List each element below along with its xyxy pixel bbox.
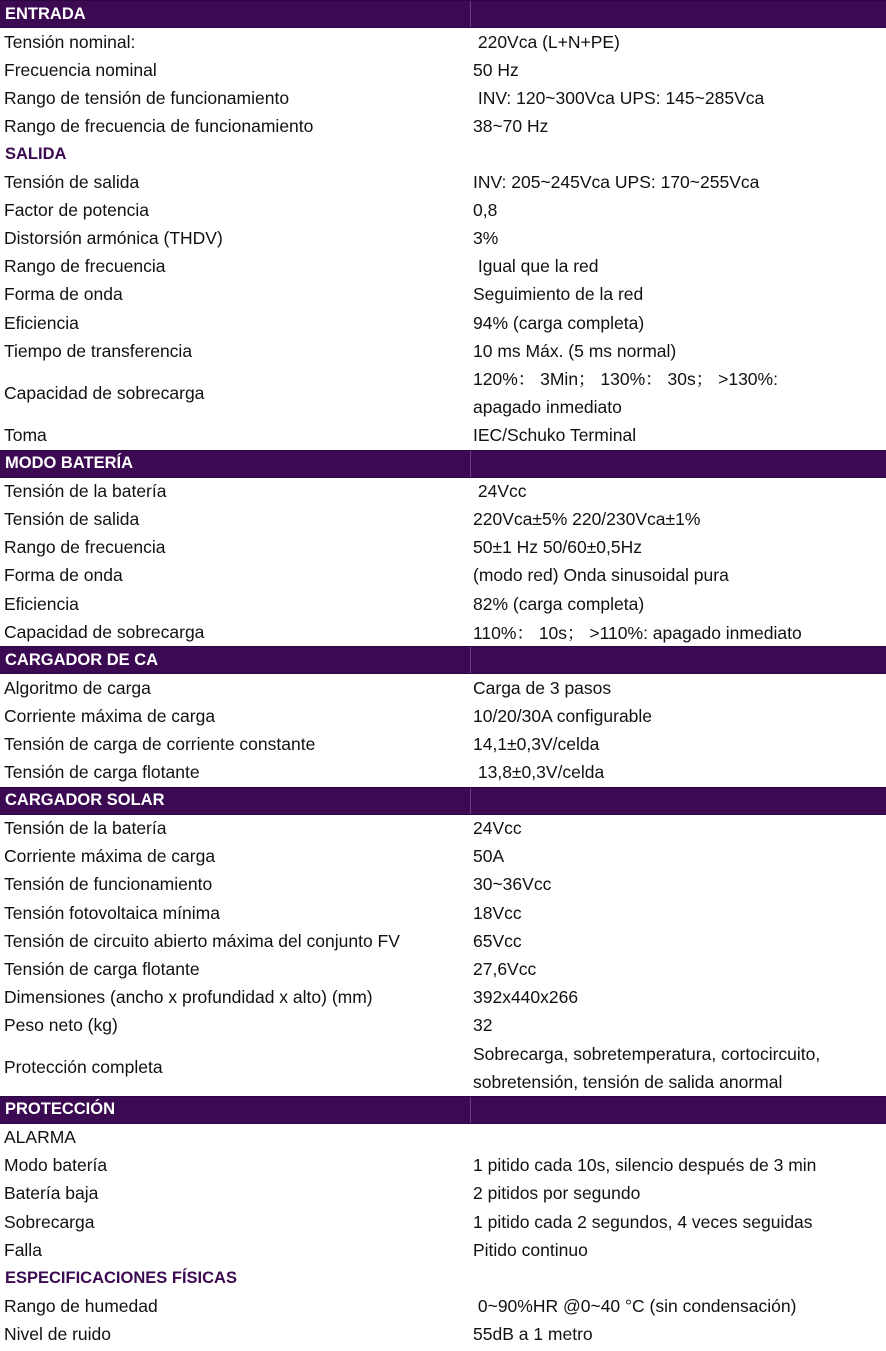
spec-value: 65Vcc (473, 930, 522, 951)
spec-value: 38~70 Hz (473, 115, 549, 136)
spec-value: 110%： 10s； >110%: apagado inmediato (473, 622, 802, 643)
spec-label: Tiempo de transferencia (4, 340, 193, 361)
spec-label: Corriente máxima de carga (4, 846, 216, 867)
spec-label: Rango de humedad (4, 1295, 158, 1316)
spec-label: Factor de potencia (4, 200, 149, 221)
spec-value-line-2: sobretensión, tensión de salida anormal (473, 1071, 783, 1092)
spec-label: Tensión de salida (4, 172, 140, 193)
spec-value: Seguimiento de la red (473, 284, 644, 305)
section-title: CARGADOR DE CA (5, 650, 159, 669)
section-header-blank (470, 788, 886, 814)
spec-row (0, 225, 886, 253)
spec-label: Forma de onda (4, 565, 123, 586)
spec-label: Tensión de carga de corriente constante (4, 733, 316, 754)
spec-label: Nivel de ruido (4, 1323, 111, 1344)
spec-value: 392x440x266 (473, 986, 579, 1007)
spec-value: INV: 120~300Vca UPS: 145~285Vca (473, 87, 765, 108)
spec-row (0, 1180, 886, 1208)
spec-row (0, 112, 886, 140)
spec-value: INV: 205~245Vca UPS: 170~255Vca (473, 172, 760, 193)
spec-value-line-2: apagado inmediato (473, 397, 622, 418)
spec-value: 220Vca (L+N+PE) (473, 31, 620, 52)
section-header-blank (470, 1097, 886, 1123)
spec-value: 10 ms Máx. (5 ms normal) (473, 340, 677, 361)
spec-row (0, 562, 886, 590)
spec-value: 30~36Vcc (473, 874, 552, 895)
spec-row (0, 1039, 886, 1095)
section-header (0, 646, 886, 674)
spec-row (0, 702, 886, 730)
spec-label: Tensión de la batería (4, 481, 167, 502)
spec-value: 220Vca±5% 220/230Vca±1% (473, 509, 701, 530)
spec-row (0, 815, 886, 843)
spec-label: Falla (4, 1239, 42, 1260)
spec-label: ALARMA (4, 1127, 76, 1148)
spec-label: Tensión de circuito abierto máxima del conjunto FV (4, 930, 400, 951)
spec-row (0, 871, 886, 899)
spec-row (0, 253, 886, 281)
spec-row (0, 674, 886, 702)
spec-label: Peso neto (kg) (4, 1014, 118, 1035)
spec-row (0, 169, 886, 197)
spec-row (0, 28, 886, 56)
spec-value: 0~90%HR @0~40 °C (sin condensación) (473, 1295, 797, 1316)
spec-row (0, 1320, 886, 1348)
spec-row (0, 1011, 886, 1039)
spec-row (0, 730, 886, 758)
section-title: MODO BATERÍA (5, 454, 134, 473)
section-title: ENTRADA (5, 4, 86, 23)
spec-label: Dimensiones (ancho x profundidad x alto) (mm) (4, 986, 373, 1007)
spec-row (0, 506, 886, 534)
spec-row (0, 927, 886, 955)
section-header (0, 1264, 886, 1292)
section-header-blank (470, 647, 886, 673)
section-header (0, 450, 886, 478)
spec-value: 1 pitido cada 10s, silencio después de 3 min (473, 1155, 817, 1176)
spec-label: Algoritmo de carga (4, 677, 151, 698)
section-title: SALIDA (5, 145, 67, 164)
spec-row (0, 197, 886, 225)
spec-row (0, 983, 886, 1011)
spec-label: Batería baja (4, 1183, 99, 1204)
section-title: PROTECCIÓN (5, 1100, 116, 1119)
spec-value: Igual que la red (473, 256, 599, 277)
spec-label: Capacidad de sobrecarga (4, 621, 205, 642)
spec-label: Tensión de carga flotante (4, 762, 200, 783)
section-title: ESPECIFICACIONES FÍSICAS (5, 1268, 237, 1287)
spec-label: Tensión de la batería (4, 818, 167, 839)
spec-row (0, 534, 886, 562)
spec-value: 14,1±0,3V/celda (473, 733, 600, 754)
spec-value: 55dB a 1 metro (473, 1323, 593, 1344)
spec-label: Forma de onda (4, 284, 123, 305)
spec-value (470, 365, 886, 421)
spec-label: Eficiencia (4, 312, 79, 333)
section-header (0, 140, 886, 168)
spec-label: Rango de frecuencia (4, 537, 166, 558)
spec-row (0, 1124, 886, 1152)
spec-label: Eficiencia (4, 593, 79, 614)
spec-row (0, 1152, 886, 1180)
section-title: CARGADOR SOLAR (5, 791, 165, 810)
spec-row (0, 309, 886, 337)
spec-label: Tensión de carga flotante (4, 958, 200, 979)
spec-row (0, 365, 886, 421)
spec-value: 82% (carga completa) (473, 593, 645, 614)
spec-row (0, 590, 886, 618)
spec-row (0, 1292, 886, 1320)
spec-value: 3% (473, 228, 499, 249)
spec-value: 94% (carga completa) (473, 312, 645, 333)
spec-label: Toma (4, 424, 47, 445)
section-header-blank (470, 451, 886, 477)
spec-value: 18Vcc (473, 902, 522, 923)
spec-label: Capacidad de sobrecarga (4, 382, 205, 403)
spec-value-line-1: Sobrecarga, sobretemperatura, cortocircuito, (473, 1043, 821, 1064)
spec-value: Carga de 3 pasos (473, 677, 612, 698)
spec-label: Modo batería (4, 1155, 108, 1176)
spec-label: Rango de frecuencia de funcionamiento (4, 115, 314, 136)
section-header-blank (470, 1, 886, 27)
spec-value: (modo red) Onda sinusoidal pura (473, 565, 729, 586)
spec-value: 32 (473, 1014, 493, 1035)
spec-value (470, 1040, 886, 1096)
spec-label: Tensión fotovoltaica mínima (4, 902, 220, 923)
spec-label: Sobrecarga (4, 1211, 95, 1232)
spec-value: 1 pitido cada 2 segundos, 4 veces seguidas (473, 1211, 813, 1232)
section-header (0, 0, 886, 28)
spec-label: Rango de tensión de funcionamiento (4, 87, 290, 108)
spec-label: Rango de frecuencia (4, 256, 166, 277)
spec-row (0, 899, 886, 927)
spec-row (0, 421, 886, 449)
spec-label: Tensión de salida (4, 509, 140, 530)
section-header (0, 1096, 886, 1124)
spec-row (0, 759, 886, 787)
spec-row (0, 843, 886, 871)
spec-label: Corriente máxima de carga (4, 705, 216, 726)
spec-row (0, 84, 886, 112)
section-header (0, 787, 886, 815)
spec-label: Tensión nominal: (4, 31, 136, 52)
spec-value: 27,6Vcc (473, 958, 537, 979)
spec-row (0, 337, 886, 365)
spec-row (0, 1208, 886, 1236)
spec-value: 50A (473, 846, 505, 867)
spec-row (0, 1236, 886, 1264)
spec-value-line-1: 120%： 3Min； 130%： 30s； >130%: (473, 369, 778, 390)
spec-row (0, 618, 886, 646)
spec-label: Frecuencia nominal (4, 59, 157, 80)
spec-label: Protección completa (4, 1057, 163, 1078)
spec-row (0, 478, 886, 506)
spec-row (0, 56, 886, 84)
spec-value: 2 pitidos por segundo (473, 1183, 641, 1204)
spec-value: 24Vcc (473, 481, 527, 502)
spec-value: Pitido continuo (473, 1239, 588, 1260)
spec-value: 13,8±0,3V/celda (473, 762, 605, 783)
spec-value: 10/20/30A configurable (473, 705, 653, 726)
spec-value: 24Vcc (473, 818, 522, 839)
spec-value: 0,8 (473, 200, 498, 221)
spec-label: Tensión de funcionamiento (4, 874, 213, 895)
spec-value: 50±1 Hz 50/60±0,5Hz (473, 537, 643, 558)
spec-value: 50 Hz (473, 59, 519, 80)
spec-row (0, 281, 886, 309)
spec-label: Distorsión armónica (THDV) (4, 228, 223, 249)
spec-value: IEC/Schuko Terminal (473, 424, 637, 445)
spec-row (0, 955, 886, 983)
